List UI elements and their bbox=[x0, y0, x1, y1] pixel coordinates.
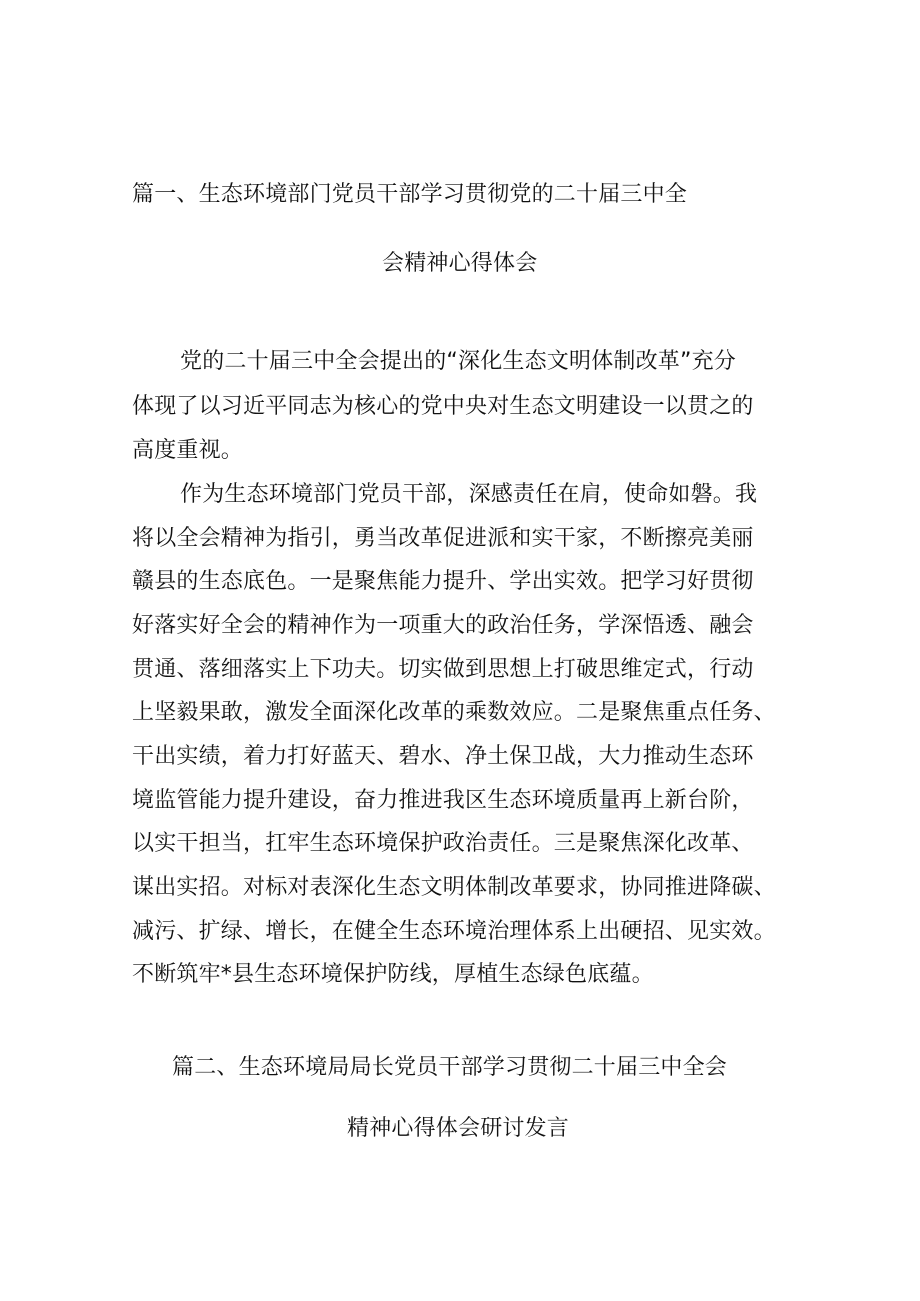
paragraph2-line: 干出实绩，着力打好蓝天、碧水、净土保卫战，大力推动生态环 bbox=[132, 744, 754, 769]
section2-title-line2: 精神心得体会研讨发言 bbox=[347, 1116, 570, 1141]
paragraph1-line: 党的二十届三中全会提出的“深化生态文明体制改革”充分 bbox=[180, 349, 736, 374]
paragraph2-line: 赣县的生态底色。一是聚焦能力提升、学出实效。把学习好贯彻 bbox=[132, 569, 754, 594]
paragraph1-line: 高度重视。 bbox=[132, 438, 244, 463]
paragraph2-line: 谋出实招。对标对表深化生态文明体制改革要求，协同推进降碳、 bbox=[132, 875, 776, 900]
section2-title-line1: 篇二、生态环境局局长党员干部学习贯彻二十届三中全会 bbox=[172, 1055, 728, 1080]
paragraph2-line: 以实干担当，扛牢生态环境保护政治责任。三是聚焦深化改革、 bbox=[132, 831, 754, 856]
paragraph2-line: 将以全会精神为指引，勇当改革促进派和实干家，不断擦亮美丽 bbox=[132, 526, 754, 551]
paragraph2-line: 上坚毅果敢，激发全面深化改革的乘数效应。二是聚焦重点任务、 bbox=[132, 700, 776, 725]
paragraph2-line: 作为生态环境部门党员干部，深感责任在肩，使命如磐。我 bbox=[180, 482, 758, 507]
section1-title-line2: 会精神心得体会 bbox=[382, 251, 538, 276]
paragraph2-line: 贯通、落细落实上下功夫。切实做到思想上打破思维定式，行动 bbox=[132, 657, 754, 682]
paragraph2-line: 减污、扩绿、增长，在健全生态环境治理体系上出硬招、见实效。 bbox=[132, 919, 776, 944]
paragraph2-line: 不断筑牢*县生态环境保护防线，厚植生态绿色底蕴。 bbox=[132, 962, 654, 987]
section1-title-line1: 篇一、生态环境部门党员干部学习贯彻党的二十届三中全 bbox=[132, 182, 688, 207]
paragraph2-line: 境监管能力提升建设，奋力推进我区生态环境质量再上新台阶， bbox=[132, 788, 754, 813]
paragraph2-line: 好落实好全会的精神作为一项重大的政治任务，学深悟透、融会 bbox=[132, 613, 754, 638]
paragraph1-line: 体现了以习近平同志为核心的党中央对生态文明建设一以贯之的 bbox=[132, 394, 754, 419]
